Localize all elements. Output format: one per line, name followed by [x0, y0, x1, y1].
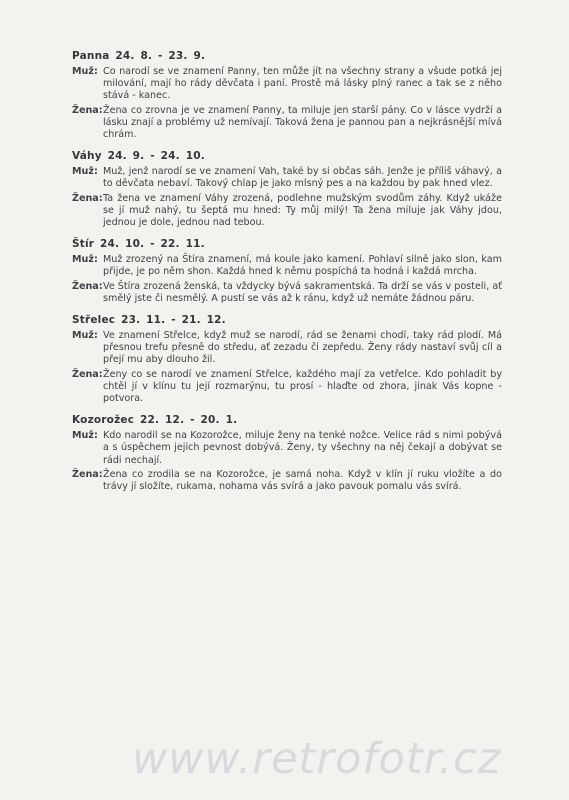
entry-label: Žena:: [72, 368, 103, 380]
entry-zena: [72, 281, 502, 305]
watermark: www.retrofotr.cz: [132, 734, 502, 784]
sign-title: Kozorožec 22. 12. - 20. 1.: [72, 414, 238, 427]
entry-label: Muž:: [72, 330, 98, 342]
entry-muz: [72, 330, 502, 367]
sign-title: Střelec 23. 11. - 21. 12.: [72, 314, 226, 327]
sign-title: Váhy 24. 9. - 24. 10.: [72, 150, 205, 163]
entry-text: Žena co zrodila se na Kozorožce, je samá noha. Když v klín jí ruku vložíte a do trávy jí složíte, rukama, nohama vás svírá a jako pavouk pomalu vás svírá.: [103, 468, 502, 493]
entry-text: Muž zrozený na Štíra znamení, má koule jako kamení. Pohlaví silně jako slon, kam přijde, je po něm shon. Každá hned k němu pospíchá ta hodná i každá mrcha.: [103, 254, 502, 278]
entry-text: Ta žena ve znamení Váhy zrozená, podlehne mužským svodům záhy. Když ukáže se jí muž nahý, tu šeptá mu hned: Ty můj milý! Ta žena miluje jak Váhy jdou, jednou je dole, jednou nad tebou.: [103, 192, 502, 229]
entry-label: Muž:: [72, 166, 98, 178]
sign-title: Panna 24. 8. - 23. 9.: [72, 50, 206, 62]
entry-text: Ženy co se narodí ve znamení Střelce, každého mají za vetřelce. Kdo pohladit by chtěl jí v klínu tu její rozmarýnu, tu prosí - hlaďte od zhora, jinak Vás kopne - potvora.: [103, 368, 502, 405]
entry-text: Kdo narodil se na Kozorožce, miluje ženy na tenké nožce. Velice rád s nimi pobývá a s úspěchem jejich pevnost dobývá. Ženy, ty všechny na něj čekají a dobývat se rádi nechají.: [103, 430, 502, 466]
entry-muz: [72, 254, 502, 278]
entry-label: Žena:: [72, 104, 103, 116]
entry-muz: [72, 66, 502, 103]
sign-block-vahy: [72, 150, 502, 229]
entry-text: Co narodí se ve znamení Panny, ten může jít na všechny strany a všude potká jej milování, mají ho rády děvčata i paní. Prostě má lásky plný ranec a tak se z něho stává - kanec.: [103, 66, 502, 102]
entry-label: Žena:: [72, 192, 103, 204]
entry-text: Ve znamení Střelce, když muž se narodí, rád se ženami chodí, taky rád plodí. Má přesnou trefu přesně do středu, ať zezadu či zepředu. Ženy rády nastaví svůj cíl a přejí mu aby dlouho žil.: [103, 330, 502, 366]
entry-muz: [72, 166, 502, 190]
entry-muz: [72, 430, 502, 467]
horoscope-page: [72, 50, 502, 502]
entry-text: Muž, jenž narodí se ve znamení Vah, také by si občas sáh. Jenže je příliš váhavý, a to děvčata nebaví. Takový chlap je jako mlsný pes a na každou by pak hned vlez.: [103, 166, 502, 190]
entry-label: Muž:: [72, 430, 98, 442]
sign-block-strelec: [72, 314, 502, 405]
entry-text: Ve Štíra zrozená ženská, ta vždycky bývá sakramentská. Ta drží se vás v posteli, ať smělý jste či nesmělý. A pustí se vás až k ránu, když už nemáte žádnou páru.: [103, 280, 502, 304]
entry-zena: [72, 193, 502, 230]
entry-text: Žena co zrovna je ve znamení Panny, ta miluje jen starší pány. Co v lásce vydrží a lásku znají a problémy už nemívají. Taková žena je pannou pan a nejkrásnější mívá chrám.: [103, 104, 502, 141]
entry-label: Žena:: [72, 468, 103, 480]
entry-label: Muž:: [72, 254, 98, 266]
sign-title: Štír 24. 10. - 22. 11.: [72, 238, 205, 251]
sign-block-kozorozec: [72, 414, 502, 493]
sign-block-panna: [72, 50, 502, 141]
entry-label: Muž:: [72, 66, 98, 77]
entry-zena: [72, 469, 502, 493]
entry-zena: [72, 369, 502, 406]
entry-zena: [72, 105, 502, 142]
sign-block-stir: [72, 238, 502, 305]
entry-label: Žena:: [72, 280, 103, 292]
